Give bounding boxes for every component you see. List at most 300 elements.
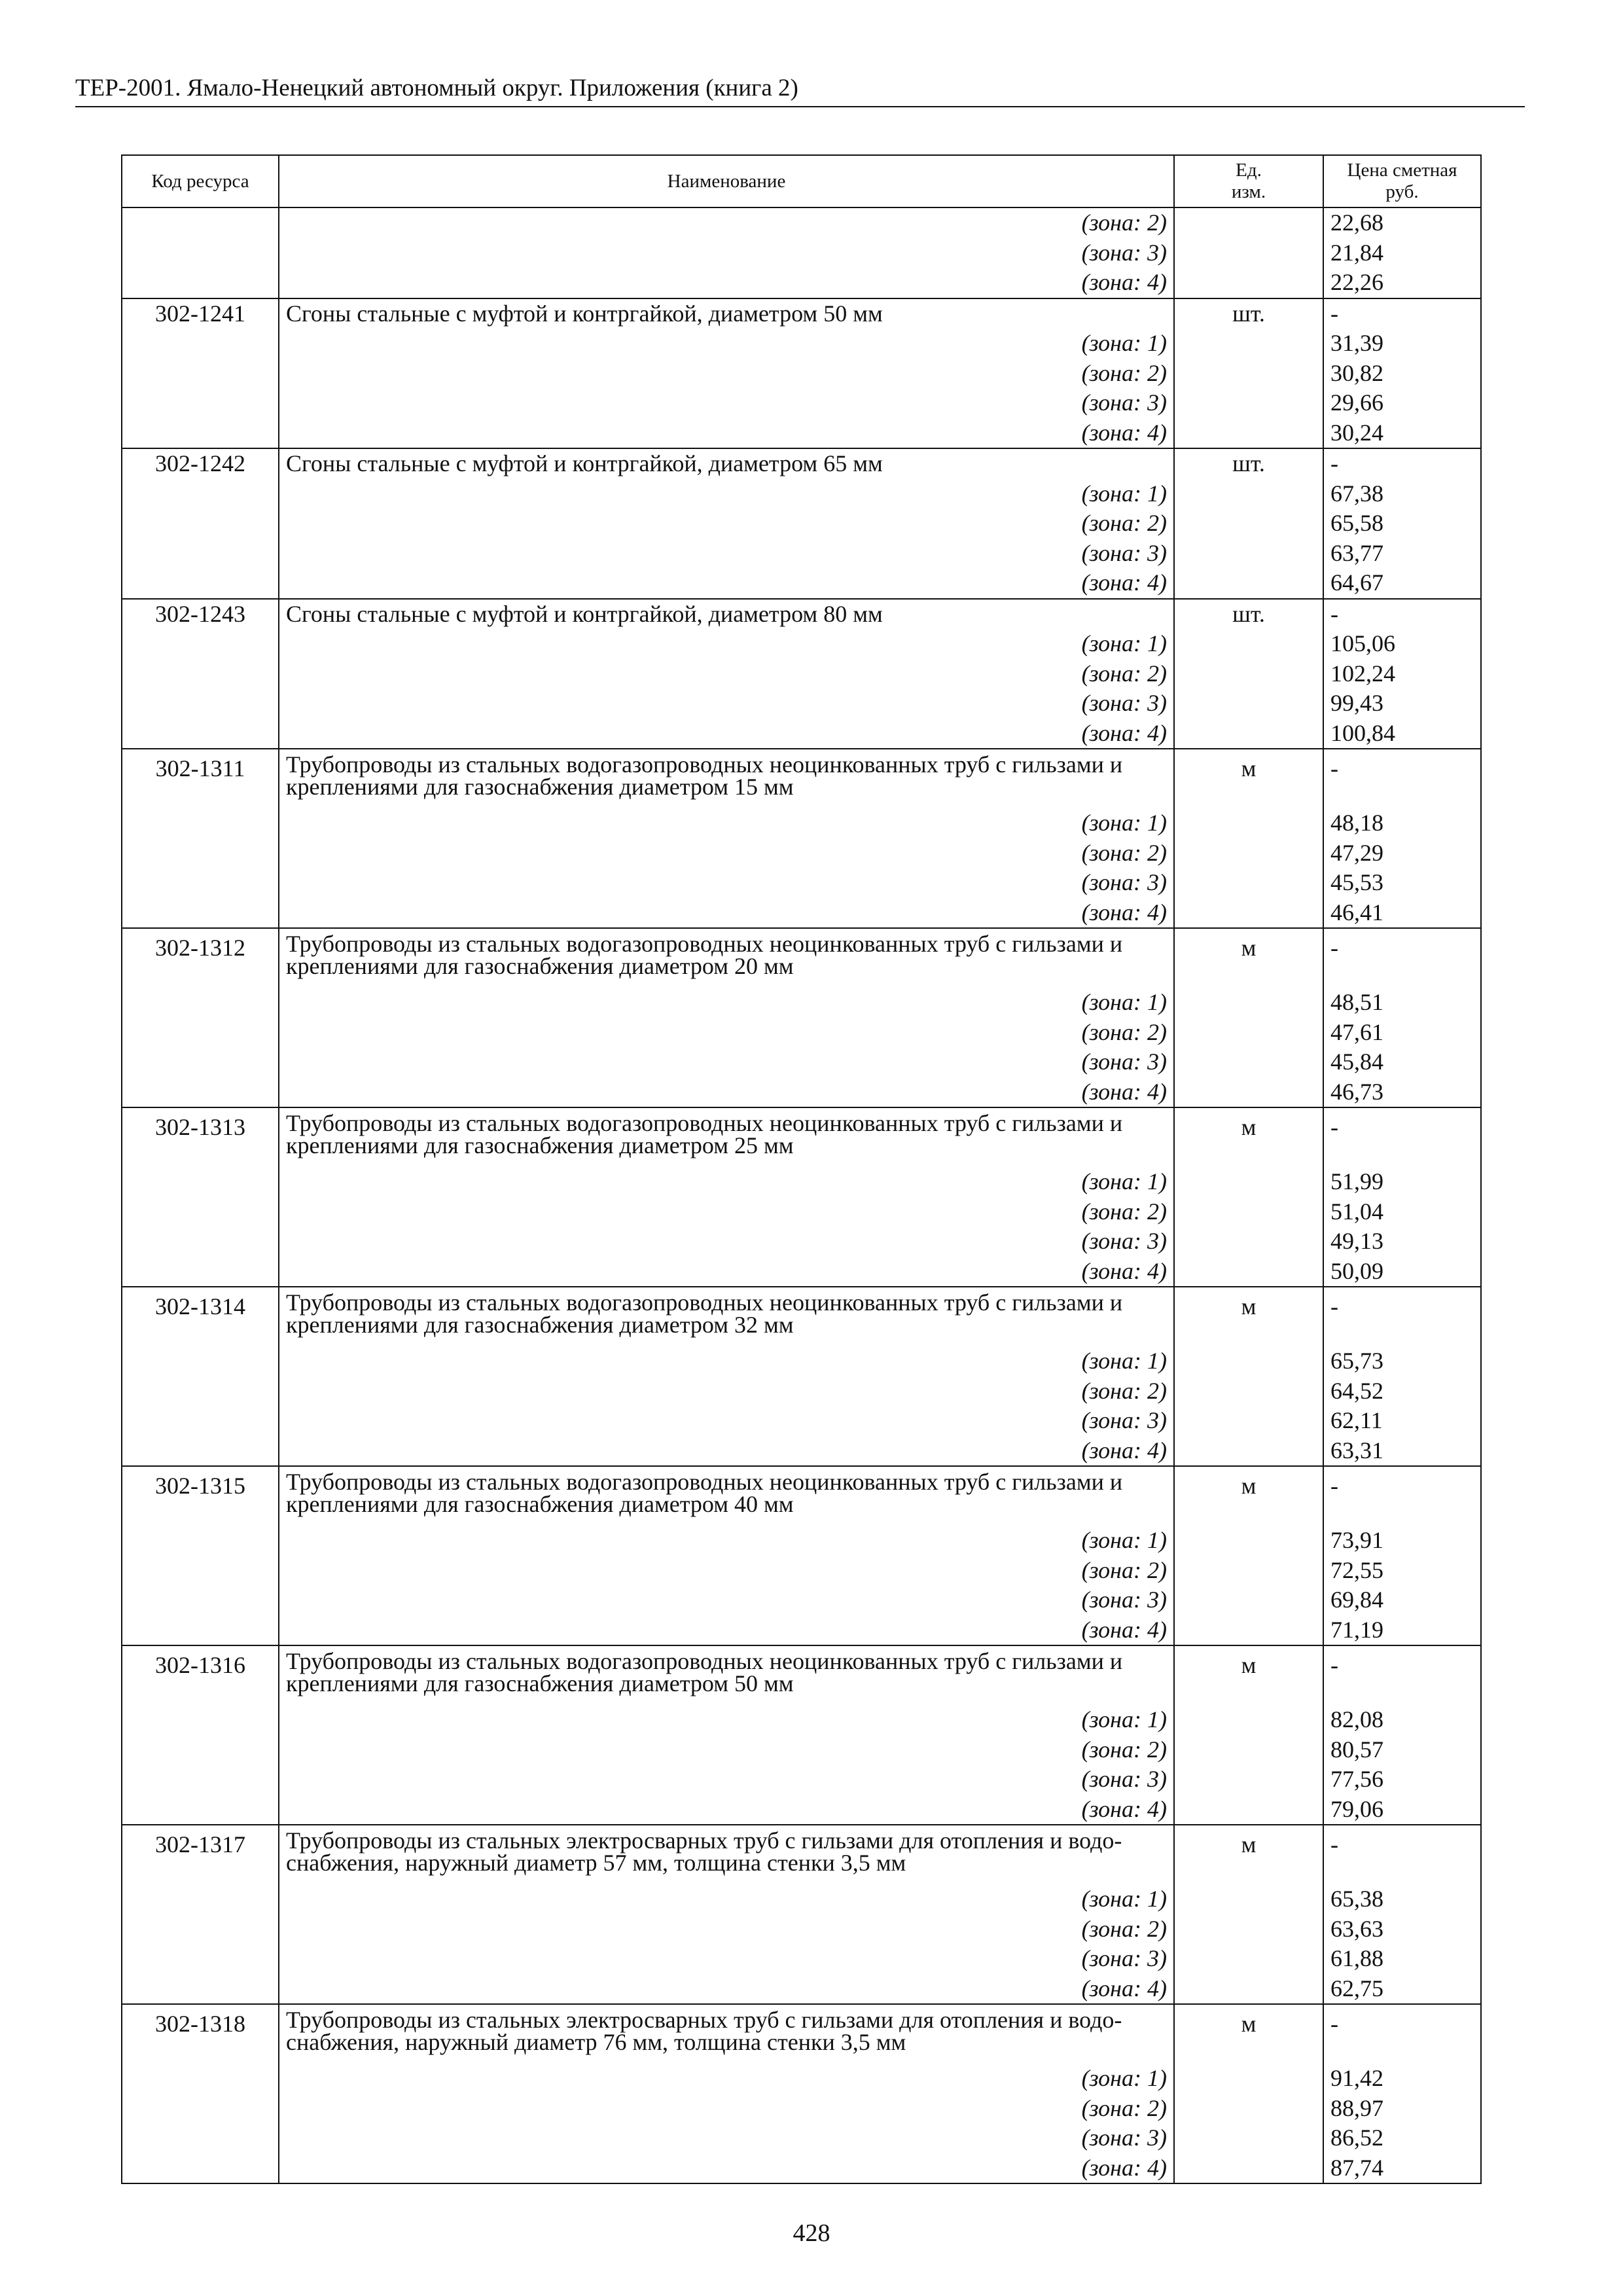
empty-cell (1174, 238, 1323, 268)
empty-cell (122, 719, 279, 749)
empty-cell (122, 1197, 279, 1227)
zone-row (122, 1227, 1481, 1257)
resource-row (122, 2004, 1481, 2064)
resource-code: 302-1241 (122, 298, 279, 329)
resource-unit: шт. (1174, 298, 1323, 329)
zone-price: 63,63 (1323, 1914, 1481, 1945)
zone-label: (зона: 2) (279, 1197, 1174, 1227)
zone-label: (зона: 4) (279, 2153, 1174, 2184)
empty-cell (1174, 1436, 1323, 1467)
zone-row (122, 808, 1481, 838)
zone-row (122, 479, 1481, 509)
zone-row (122, 268, 1481, 298)
zone-row (122, 568, 1481, 599)
resource-code: 302-1243 (122, 599, 279, 630)
resource-name-line1: Трубопроводы из стальных водогазопроводных неоцинкованных труб с гильзами и (286, 751, 1123, 778)
zone-price: 29,66 (1323, 388, 1481, 418)
empty-cell (122, 1884, 279, 1914)
zone-row (122, 1257, 1481, 1287)
zone-row (122, 1914, 1481, 1945)
column-header-code: Код ресурса (122, 155, 279, 207)
zone-row (122, 539, 1481, 569)
zone-row (122, 359, 1481, 389)
resource-name-line2: креплениями для газоснабжения диаметром 25 мм (286, 1132, 794, 1158)
zone-price: 67,38 (1323, 479, 1481, 509)
zone-label: (зона: 1) (279, 1346, 1174, 1376)
zone-label: (зона: 4) (279, 719, 1174, 749)
empty-cell (122, 1257, 279, 1287)
empty-cell (122, 1615, 279, 1646)
empty-cell (1174, 868, 1323, 898)
column-header-unit (1174, 155, 1323, 207)
zone-row (122, 1346, 1481, 1376)
zone-row (122, 418, 1481, 449)
empty-cell (122, 689, 279, 719)
empty-cell (122, 1914, 279, 1945)
empty-cell (122, 1077, 279, 1108)
resource-unit: м (1174, 1645, 1323, 1705)
zone-label: (зона: 4) (279, 1974, 1174, 2005)
column-header-name: Наименование (279, 155, 1174, 207)
zone-label: (зона: 3) (279, 868, 1174, 898)
zone-label: (зона: 1) (279, 1167, 1174, 1197)
empty-cell (1174, 1376, 1323, 1407)
empty-cell (1174, 539, 1323, 569)
zone-label: (зона: 1) (279, 629, 1174, 659)
resource-name (279, 298, 1174, 329)
zone-price: 22,68 (1323, 207, 1481, 238)
empty-cell (1174, 808, 1323, 838)
resource-row (122, 448, 1481, 479)
empty-cell (122, 808, 279, 838)
resource-row (122, 1466, 1481, 1526)
zone-price: 88,97 (1323, 2094, 1481, 2124)
resource-name (279, 448, 1174, 479)
zone-label: (зона: 3) (279, 1944, 1174, 1974)
zone-row (122, 1974, 1481, 2005)
empty-cell (1174, 659, 1323, 689)
zone-row (122, 1077, 1481, 1108)
zone-label: (зона: 2) (279, 2094, 1174, 2124)
empty-cell (122, 1047, 279, 1077)
resource-name-line2: креплениями для газоснабжения диаметром 20 мм (286, 953, 794, 979)
zone-price: 47,61 (1323, 1018, 1481, 1048)
empty-cell (1174, 329, 1323, 359)
resource-row (122, 1825, 1481, 1884)
resource-unit: м (1174, 1825, 1323, 1884)
zone-price: 64,67 (1323, 568, 1481, 599)
zone-price: 62,11 (1323, 1406, 1481, 1436)
resource-base-price: - (1323, 1107, 1481, 1167)
empty-cell (122, 479, 279, 509)
zone-price: 100,84 (1323, 719, 1481, 749)
resource-name-line2: креплениями для газоснабжения диаметром 40 мм (286, 1491, 794, 1517)
resource-unit: м (1174, 1107, 1323, 1167)
zone-row (122, 719, 1481, 749)
resource-name-text (286, 1467, 1167, 1515)
resource-name-line2: снабжения, наружный диаметр 76 мм, толщина стенки 3,5 мм (286, 2029, 906, 2055)
zone-row (122, 689, 1481, 719)
zone-label: (зона: 4) (279, 1615, 1174, 1646)
zone-price: 77,56 (1323, 1765, 1481, 1795)
zone-label: (зона: 4) (279, 1795, 1174, 1825)
empty-cell (1174, 2123, 1323, 2153)
empty-cell (1174, 988, 1323, 1018)
empty-cell (122, 539, 279, 569)
empty-cell (122, 359, 279, 389)
empty-cell (122, 2153, 279, 2184)
zone-row (122, 2123, 1481, 2153)
resource-name-text: Сгоны стальные с муфтой и контргайкой, диаметром 65 мм (286, 450, 883, 476)
empty-cell (122, 868, 279, 898)
empty-cell (122, 1376, 279, 1407)
zone-price: 73,91 (1323, 1526, 1481, 1556)
resource-row (122, 599, 1481, 630)
resource-base-price: - (1323, 298, 1481, 329)
zone-price: 51,04 (1323, 1197, 1481, 1227)
resource-name-line2: креплениями для газоснабжения диаметром 32 мм (286, 1312, 794, 1338)
zone-price: 45,53 (1323, 868, 1481, 898)
zone-price: 65,73 (1323, 1346, 1481, 1376)
resource-name-line1: Трубопроводы из стальных водогазопроводных неоцинкованных труб с гильзами и (286, 1469, 1123, 1495)
zone-label: (зона: 2) (279, 1376, 1174, 1407)
zone-row (122, 2064, 1481, 2094)
zone-price: 65,58 (1323, 509, 1481, 539)
zone-price: 50,09 (1323, 1257, 1481, 1287)
resource-name-line1: Трубопроводы из стальных водогазопроводных неоцинкованных труб с гильзами и (286, 1110, 1123, 1136)
resource-price-table (121, 154, 1482, 2184)
zone-label: (зона: 3) (279, 1406, 1174, 1436)
resource-base-price: - (1323, 1825, 1481, 1884)
resource-row (122, 1287, 1481, 1346)
zone-row (122, 2094, 1481, 2124)
zone-label: (зона: 3) (279, 1047, 1174, 1077)
zone-label: (зона: 3) (279, 1765, 1174, 1795)
running-header: ТЕР-2001. Ямало-Ненецкий автономный округ. Приложения (книга 2) (75, 72, 1525, 107)
empty-cell (1174, 2064, 1323, 2094)
zone-label: (зона: 4) (279, 1257, 1174, 1287)
zone-row (122, 388, 1481, 418)
empty-cell (122, 1735, 279, 1765)
zone-price: 61,88 (1323, 1944, 1481, 1974)
resource-unit: м (1174, 1466, 1323, 1526)
zone-label: (зона: 4) (279, 418, 1174, 449)
empty-cell (122, 1705, 279, 1735)
zone-row (122, 1376, 1481, 1407)
zone-row (122, 1944, 1481, 1974)
resource-name-line2: снабжения, наружный диаметр 57 мм, толщина стенки 3,5 мм (286, 1850, 906, 1876)
resource-base-price: - (1323, 1287, 1481, 1346)
resource-base-price: - (1323, 1645, 1481, 1705)
empty-cell (1174, 898, 1323, 929)
resource-row (122, 749, 1481, 808)
zone-row (122, 238, 1481, 268)
resource-name-text (286, 1108, 1167, 1157)
resource-base-price: - (1323, 2004, 1481, 2064)
resource-row (122, 1107, 1481, 1167)
zone-price: 22,26 (1323, 268, 1481, 298)
empty-cell (1174, 1526, 1323, 1556)
zone-label: (зона: 3) (279, 1227, 1174, 1257)
empty-cell (122, 898, 279, 929)
unit-header-line1: Ед. (1236, 160, 1262, 181)
empty-cell (122, 329, 279, 359)
zone-price: 63,31 (1323, 1436, 1481, 1467)
resource-base-price: - (1323, 599, 1481, 630)
empty-cell (1174, 388, 1323, 418)
zone-price: 31,39 (1323, 329, 1481, 359)
zone-row (122, 2153, 1481, 2184)
price-header-line2: руб. (1385, 181, 1419, 202)
zone-price: 79,06 (1323, 1795, 1481, 1825)
zone-price: 72,55 (1323, 1556, 1481, 1586)
empty-cell (122, 1346, 279, 1376)
zone-price: 46,41 (1323, 898, 1481, 929)
empty-cell (122, 238, 279, 268)
empty-cell (1174, 509, 1323, 539)
empty-cell (1174, 268, 1323, 298)
zone-label: (зона: 1) (279, 808, 1174, 838)
empty-cell (1174, 1047, 1323, 1077)
empty-cell (122, 388, 279, 418)
resource-code: 302-1316 (122, 1645, 279, 1705)
zone-price: 49,13 (1323, 1227, 1481, 1257)
resource-name (279, 928, 1174, 988)
zone-price: 69,84 (1323, 1585, 1481, 1615)
zone-row (122, 1615, 1481, 1646)
empty-cell (122, 659, 279, 689)
zone-row (122, 1436, 1481, 1467)
empty-cell (1174, 418, 1323, 449)
empty-cell (1174, 1735, 1323, 1765)
resource-unit: м (1174, 2004, 1323, 2064)
empty-cell (1174, 1705, 1323, 1735)
resource-base-price: - (1323, 928, 1481, 988)
zone-label: (зона: 2) (279, 1735, 1174, 1765)
zone-price: 105,06 (1323, 629, 1481, 659)
empty-cell (1174, 1974, 1323, 2005)
resource-name (279, 749, 1174, 808)
zone-label: (зона: 4) (279, 898, 1174, 929)
resource-row (122, 1645, 1481, 1705)
zone-label: (зона: 1) (279, 1884, 1174, 1914)
zone-price: 45,84 (1323, 1047, 1481, 1077)
empty-cell (122, 2094, 279, 2124)
resource-row (122, 928, 1481, 988)
resource-name (279, 1645, 1174, 1705)
zone-row (122, 1197, 1481, 1227)
empty-cell (122, 629, 279, 659)
empty-cell (122, 1556, 279, 1586)
resource-name (279, 1287, 1174, 1346)
empty-cell (122, 509, 279, 539)
zone-row (122, 1585, 1481, 1615)
zone-price: 21,84 (1323, 238, 1481, 268)
zone-label: (зона: 3) (279, 388, 1174, 418)
empty-cell (122, 1227, 279, 1257)
resource-name-text (286, 1287, 1167, 1336)
zone-label: (зона: 2) (279, 509, 1174, 539)
zone-price: 48,51 (1323, 988, 1481, 1018)
unit-header-line2: изм. (1231, 181, 1266, 202)
zone-row (122, 1884, 1481, 1914)
resource-code: 302-1315 (122, 1466, 279, 1526)
zone-row (122, 838, 1481, 869)
resource-name-text (286, 749, 1167, 798)
zone-price: 30,82 (1323, 359, 1481, 389)
resource-base-price: - (1323, 1466, 1481, 1526)
empty-cell (1174, 1914, 1323, 1945)
page-number: 428 (793, 2219, 830, 2247)
resource-name-line1: Трубопроводы из стальных водогазопроводных неоцинкованных труб с гильзами и (286, 1289, 1123, 1316)
resource-name-line1: Трубопроводы из стальных водогазопроводных неоцинкованных труб с гильзами и (286, 1648, 1123, 1674)
zone-row (122, 1406, 1481, 1436)
zone-row (122, 1167, 1481, 1197)
empty-cell (122, 1406, 279, 1436)
empty-cell (1174, 1077, 1323, 1108)
zone-row (122, 1047, 1481, 1077)
empty-cell (1174, 1615, 1323, 1646)
zone-price: 65,38 (1323, 1884, 1481, 1914)
resource-unit: м (1174, 928, 1323, 988)
column-header-price (1323, 155, 1481, 207)
resource-code: 302-1317 (122, 1825, 279, 1884)
zone-label: (зона: 2) (279, 659, 1174, 689)
price-header-line1: Цена сметная (1347, 160, 1457, 181)
zone-label: (зона: 2) (279, 207, 1174, 238)
zone-price: 82,08 (1323, 1705, 1481, 1735)
resource-unit: м (1174, 1287, 1323, 1346)
resource-unit: м (1174, 749, 1323, 808)
empty-cell (122, 418, 279, 449)
zone-price: 87,74 (1323, 2153, 1481, 2184)
empty-cell (1174, 1884, 1323, 1914)
empty-cell (122, 207, 279, 238)
zone-price: 64,52 (1323, 1376, 1481, 1407)
zone-label: (зона: 1) (279, 988, 1174, 1018)
empty-cell (1174, 1585, 1323, 1615)
empty-cell (1174, 1167, 1323, 1197)
empty-cell (1174, 359, 1323, 389)
resource-name (279, 1466, 1174, 1526)
resource-name (279, 1107, 1174, 1167)
empty-cell (122, 838, 279, 869)
zone-label: (зона: 1) (279, 479, 1174, 509)
resource-name-text (286, 1646, 1167, 1695)
resource-row (122, 298, 1481, 329)
zone-label: (зона: 1) (279, 1526, 1174, 1556)
zone-row (122, 629, 1481, 659)
zone-label: (зона: 3) (279, 689, 1174, 719)
zone-price: 71,19 (1323, 1615, 1481, 1646)
empty-cell (1174, 1197, 1323, 1227)
resource-name-line1: Трубопроводы из стальных электросварных труб с гильзами для отопления и водо- (286, 1827, 1122, 1854)
zone-price: 48,18 (1323, 808, 1481, 838)
empty-cell (122, 1944, 279, 1974)
zone-label: (зона: 1) (279, 2064, 1174, 2094)
empty-cell (1174, 479, 1323, 509)
zone-label: (зона: 4) (279, 268, 1174, 298)
zone-row (122, 1018, 1481, 1048)
empty-cell (122, 1018, 279, 1048)
zone-row (122, 1765, 1481, 1795)
empty-cell (1174, 568, 1323, 599)
resource-name-line1: Трубопроводы из стальных водогазопроводных неоцинкованных труб с гильзами и (286, 931, 1123, 957)
empty-cell (1174, 1018, 1323, 1048)
resource-name-text (286, 2005, 1167, 2053)
resource-name-text (286, 929, 1167, 977)
zone-price: 91,42 (1323, 2064, 1481, 2094)
resource-unit: шт. (1174, 448, 1323, 479)
zone-row (122, 1795, 1481, 1825)
empty-cell (1174, 838, 1323, 869)
zone-label: (зона: 2) (279, 838, 1174, 869)
empty-cell (1174, 689, 1323, 719)
resource-code: 302-1311 (122, 749, 279, 808)
empty-cell (122, 2123, 279, 2153)
zone-label: (зона: 2) (279, 1018, 1174, 1048)
resource-name-line2: креплениями для газоснабжения диаметром 15 мм (286, 774, 794, 800)
zone-label: (зона: 1) (279, 1705, 1174, 1735)
table-body (122, 207, 1481, 2183)
empty-cell (122, 568, 279, 599)
zone-label: (зона: 3) (279, 1585, 1174, 1615)
zone-row (122, 509, 1481, 539)
empty-cell (1174, 1765, 1323, 1795)
zone-label: (зона: 4) (279, 568, 1174, 599)
empty-cell (122, 1795, 279, 1825)
zone-label: (зона: 4) (279, 1436, 1174, 1467)
resource-code: 302-1242 (122, 448, 279, 479)
resource-name-line2: креплениями для газоснабжения диаметром 50 мм (286, 1670, 794, 1696)
zone-price: 63,77 (1323, 539, 1481, 569)
zone-label: (зона: 1) (279, 329, 1174, 359)
resource-base-price: - (1323, 749, 1481, 808)
zone-price: 30,24 (1323, 418, 1481, 449)
resource-code: 302-1313 (122, 1107, 279, 1167)
empty-cell (1174, 1944, 1323, 1974)
zone-price: 86,52 (1323, 2123, 1481, 2153)
resource-code: 302-1314 (122, 1287, 279, 1346)
empty-cell (122, 1974, 279, 2005)
zone-row (122, 1526, 1481, 1556)
zone-price: 51,99 (1323, 1167, 1481, 1197)
zone-row (122, 988, 1481, 1018)
zone-row (122, 329, 1481, 359)
resource-code: 302-1312 (122, 928, 279, 988)
table-header-row (122, 155, 1481, 207)
resource-name (279, 599, 1174, 630)
zone-price: 46,73 (1323, 1077, 1481, 1108)
resource-name (279, 2004, 1174, 2064)
resource-unit: шт. (1174, 599, 1323, 630)
resource-name (279, 1825, 1174, 1884)
resource-name-text: Сгоны стальные с муфтой и контргайкой, диаметром 50 мм (286, 300, 883, 327)
zone-row (122, 868, 1481, 898)
zone-row (122, 659, 1481, 689)
zone-label: (зона: 2) (279, 1556, 1174, 1586)
empty-cell (1174, 1556, 1323, 1586)
empty-cell (1174, 1346, 1323, 1376)
empty-cell (1174, 1227, 1323, 1257)
zone-row (122, 1705, 1481, 1735)
resource-name-line1: Трубопроводы из стальных электросварных труб с гильзами для отопления и водо- (286, 2007, 1122, 2033)
empty-cell (1174, 629, 1323, 659)
empty-cell (122, 1585, 279, 1615)
empty-cell (1174, 1795, 1323, 1825)
zone-label: (зона: 3) (279, 238, 1174, 268)
resource-base-price: - (1323, 448, 1481, 479)
